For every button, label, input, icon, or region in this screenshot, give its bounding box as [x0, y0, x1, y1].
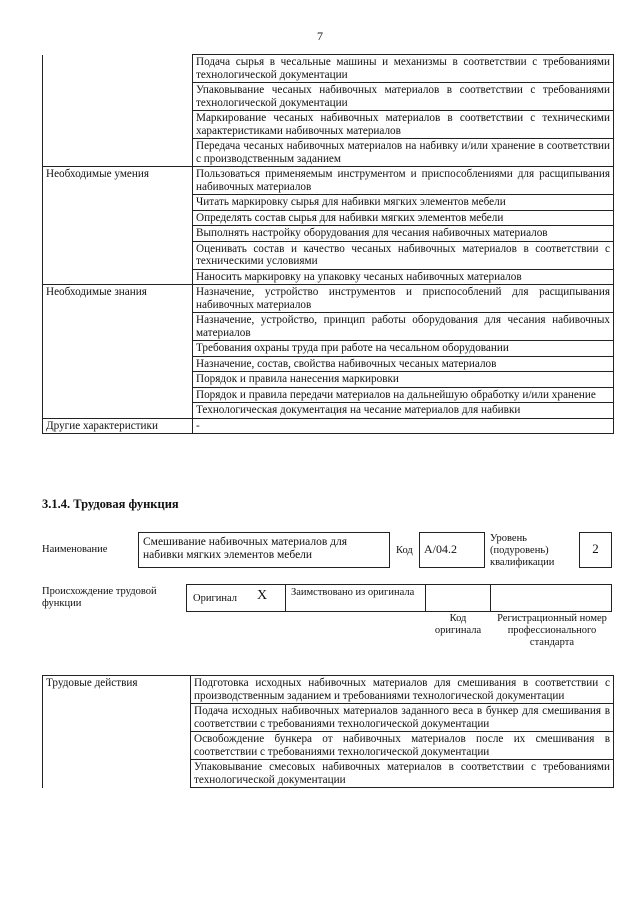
table-row — [43, 732, 614, 760]
borrowed-label: Заимствовано из оригинала — [291, 587, 415, 598]
row-text: Определять состав сырья для набивки мягких элементов мебели — [193, 210, 614, 226]
row-text: Освобождение бункера от набивочных материалов после их смешивания в соответствии с требованиями технологической документации — [191, 732, 614, 760]
reg-num-label: Регистрационный номер профессионального стандарта — [497, 613, 607, 648]
table-row — [43, 285, 614, 313]
row-text: Назначение, устройство инструментов и приспособлений для расщипывания набивочных материалов — [193, 285, 614, 313]
group-cell — [43, 195, 193, 211]
table-row — [43, 760, 614, 788]
name-label: Наименование — [42, 544, 108, 555]
group-cell — [43, 341, 193, 357]
code-orig-cell — [425, 584, 491, 612]
group-cell — [43, 732, 191, 760]
group-cell — [43, 313, 193, 341]
row-text: Читать маркировку сырья для набивки мягких элементов мебели — [193, 195, 614, 211]
row-text: Назначение, состав, свойства набивочных чесаных материалов — [193, 356, 614, 372]
row-text: Выполнять настройку оборудования для чесания набивочных материалов — [193, 226, 614, 242]
table-row — [43, 226, 614, 242]
group-cell-actions: Трудовые действия — [43, 676, 191, 704]
table-row — [43, 111, 614, 139]
table-row — [43, 83, 614, 111]
table-row — [43, 55, 614, 83]
row-text: Подача исходных набивочных материалов заданного веса в бункер для смешивания в соответствии с требованиями технологической документации — [191, 704, 614, 732]
row-text: Наносить маркировку на упаковку чесаных набивочных материалов — [193, 269, 614, 285]
table-row — [43, 676, 614, 704]
row-text: Передача чесаных набивочных материалов на набивку и/или хранение в соответствии с производственным заданием — [193, 139, 614, 167]
row-text: Порядок и правила нанесения маркировки — [193, 372, 614, 388]
group-cell — [43, 139, 193, 167]
table-row — [43, 372, 614, 388]
table-row — [43, 195, 614, 211]
row-text: Маркирование чесаных набивочных материалов в соответствии с техническими характеристиками набивочных материалов — [193, 111, 614, 139]
group-cell — [43, 55, 193, 83]
page-number: 7 — [317, 29, 323, 43]
table-row — [43, 139, 614, 167]
row-text: Назначение, устройство, принцип работы оборудования для чесания набивочных материалов — [193, 313, 614, 341]
code-orig-label: Код оригинала — [434, 613, 482, 636]
group-cell — [43, 356, 193, 372]
original-label: Оригинал — [193, 593, 237, 604]
level-label: Уровень (подуровень) квалификации — [490, 533, 555, 568]
group-cell — [43, 210, 193, 226]
group-cell — [43, 704, 191, 732]
original-cell — [186, 584, 286, 612]
table-row — [43, 704, 614, 732]
table-row — [43, 269, 614, 285]
table-row — [43, 210, 614, 226]
group-cell — [43, 111, 193, 139]
group-cell-other: Другие характеристики — [43, 418, 193, 434]
group-cell — [43, 226, 193, 242]
group-cell — [43, 760, 191, 788]
row-text: Упаковывание чесаных набивочных материалов в соответствии с требованиями технологической документации — [193, 83, 614, 111]
table-row — [43, 418, 614, 434]
table-row — [43, 356, 614, 372]
borrowed-cell — [285, 584, 426, 612]
code-value: A/04.2 — [419, 532, 485, 568]
origin-label: Происхождение трудовой функции — [42, 586, 157, 609]
group-cell — [43, 83, 193, 111]
actions-table — [42, 675, 614, 788]
table-row — [43, 341, 614, 357]
row-text: Подача сырья в чесальные машины и механизмы в соответствии с требованиями технологической документации — [193, 55, 614, 83]
row-text: Подготовка исходных набивочных материалов для смешивания в соответствии с производственным заданием и требованиями технологической документации — [191, 676, 614, 704]
table-row — [43, 403, 614, 419]
level-value: 2 — [579, 532, 612, 568]
reg-num-cell — [490, 584, 612, 612]
table-row — [43, 387, 614, 403]
group-cell — [43, 372, 193, 388]
group-cell — [43, 403, 193, 419]
group-cell-knowledge: Необходимые знания — [43, 285, 193, 313]
row-text: Упаковывание смесовых набивочных материалов в соответствии с требованиями технологической документации — [191, 760, 614, 788]
row-text: Пользоваться применяемым инструментом и приспособлениями для расщипывания набивочных материалов — [193, 167, 614, 195]
table-row — [43, 241, 614, 269]
section-title: 3.1.4. Трудовая функция — [42, 497, 179, 511]
table-row — [43, 167, 614, 195]
skills-table — [42, 54, 614, 434]
table-row — [43, 313, 614, 341]
group-cell — [43, 387, 193, 403]
row-text: - — [193, 418, 614, 434]
row-text: Порядок и правила передачи материалов на дальнейшую обработку и/или хранение — [193, 387, 614, 403]
original-mark: X — [257, 588, 268, 603]
row-text: Требования охраны труда при работе на чесальном оборудовании — [193, 341, 614, 357]
row-text: Оценивать состав и качество чесаных набивочных материалов в соответствии с техническими условиями — [193, 241, 614, 269]
group-cell — [43, 241, 193, 269]
group-cell — [43, 269, 193, 285]
name-value: Смешивание набивочных материалов для набивки мягких элементов мебели — [138, 532, 390, 568]
code-label: Код — [396, 545, 413, 556]
group-cell-skills: Необходимые умения — [43, 167, 193, 195]
row-text: Технологическая документация на чесание материалов для набивки — [193, 403, 614, 419]
